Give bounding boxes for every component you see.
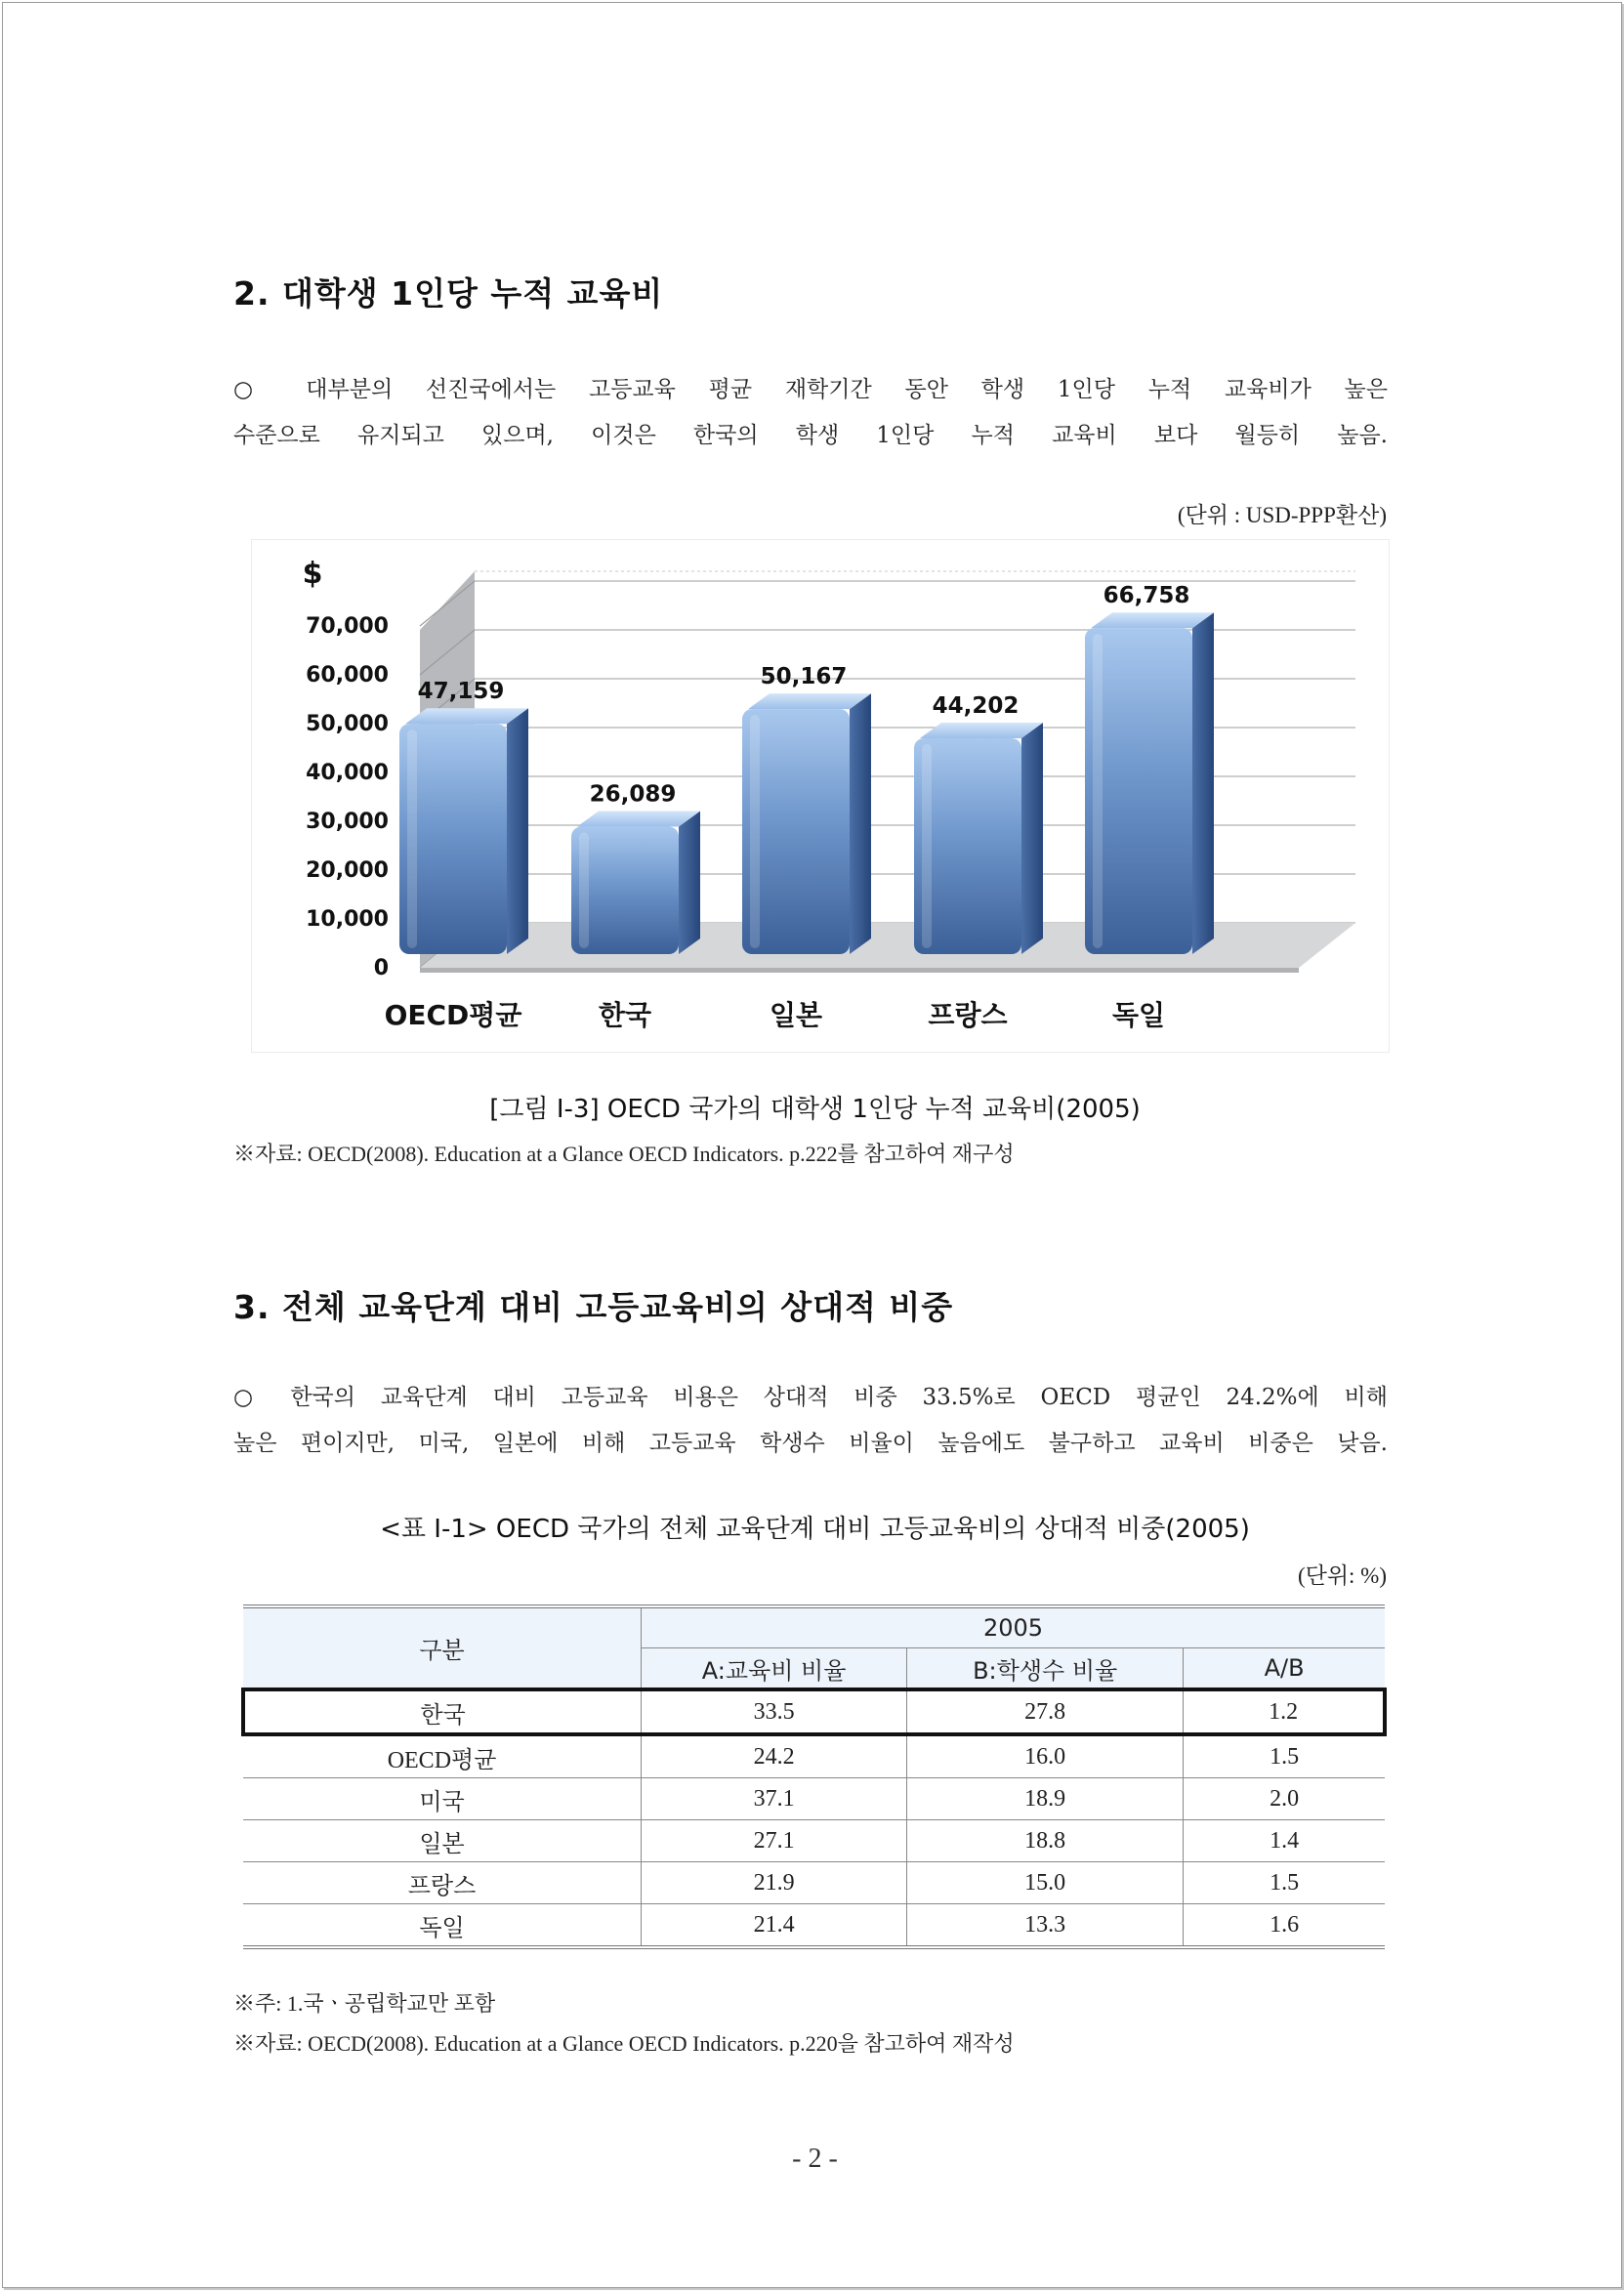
section-3-para-line-1: ○ 한국의 교육단계 대비 고등교육 비용은 상대적 비중 33.5%로 OECD 평균인 24.2%에 비해 bbox=[233, 1385, 1388, 1410]
table-cell: 1.5 bbox=[1184, 1862, 1385, 1904]
chart-value-label: 44,202 bbox=[932, 692, 1020, 719]
table-cell: 1.4 bbox=[1184, 1820, 1385, 1862]
table-row bbox=[243, 1734, 1385, 1778]
chart-unit-label: (단위 : USD-PPP환산) bbox=[1177, 503, 1387, 527]
table-cell: 1.6 bbox=[1184, 1904, 1385, 1948]
chart-category-label: 독일 bbox=[1111, 999, 1166, 1031]
chart-category-label: 일본 bbox=[769, 999, 823, 1031]
section-2-para-line-2: 수준으로 유지되고 있으며, 이것은 한국의 학생 1인당 누적 교육비 보다 월등히 높음. bbox=[233, 423, 1388, 448]
chart-category-label: 한국 bbox=[598, 999, 652, 1031]
table-row bbox=[243, 1862, 1385, 1904]
table-cell: OECD평균 bbox=[243, 1734, 642, 1778]
table-row bbox=[243, 1778, 1385, 1820]
table-cell: 미국 bbox=[243, 1778, 642, 1820]
table-cell: 18.9 bbox=[907, 1778, 1184, 1820]
table-cell: 1.5 bbox=[1184, 1734, 1385, 1778]
chart-bar bbox=[571, 812, 700, 954]
figure-source: ※자료: OECD(2008). Education at a Glance OECD Indicators. p.222를 참고하여 재구성 bbox=[233, 1142, 1015, 1166]
chart-value-label: 47,159 bbox=[417, 679, 505, 705]
chart-bar-highlight bbox=[922, 744, 932, 948]
chart-bar bbox=[914, 723, 1043, 954]
chart-value-label: 50,167 bbox=[760, 664, 848, 690]
chart-bar-top bbox=[1091, 612, 1214, 628]
chart-bar bbox=[742, 693, 871, 954]
chart-y-tick-label: 20,000 bbox=[306, 858, 389, 883]
table-row bbox=[243, 1820, 1385, 1862]
page-number: - 2 - bbox=[792, 2144, 838, 2174]
table-cell: 2.0 bbox=[1184, 1778, 1385, 1820]
table-cell: 21.9 bbox=[642, 1862, 907, 1904]
table-cell: 24.2 bbox=[642, 1734, 907, 1778]
chart-y-tick-label: 60,000 bbox=[306, 663, 389, 688]
chart-bar-top bbox=[577, 812, 700, 827]
chart-value-label: 66,758 bbox=[1103, 583, 1190, 609]
table-header-cell: A:교육비 비율 bbox=[642, 1648, 907, 1690]
document-page bbox=[2, 2, 1622, 2288]
chart-bar-top bbox=[405, 708, 528, 724]
table-cell: 21.4 bbox=[642, 1904, 907, 1948]
section-2-paragraph bbox=[233, 367, 1388, 459]
table-header-category: 구분 bbox=[243, 1606, 642, 1689]
chart-y-tick-label: 40,000 bbox=[306, 761, 389, 785]
chart-y-unit-label: $ bbox=[302, 557, 323, 591]
bar-chart bbox=[251, 539, 1390, 1053]
chart-bar bbox=[399, 708, 528, 954]
table-cell: 37.1 bbox=[642, 1778, 907, 1820]
table-cell: 27.1 bbox=[642, 1820, 907, 1862]
chart-y-tick-label: 70,000 bbox=[306, 614, 389, 639]
table-header-cell: B:학생수 비율 bbox=[907, 1648, 1184, 1690]
chart-bar-side bbox=[1192, 612, 1214, 954]
chart-value-label: 26,089 bbox=[589, 781, 677, 808]
chart-y-tick-label: 0 bbox=[373, 956, 389, 980]
chart-bar-side bbox=[850, 693, 871, 954]
table-cell: 독일 bbox=[243, 1904, 642, 1948]
data-table bbox=[241, 1604, 1387, 1949]
chart-bar-side bbox=[507, 708, 528, 954]
table-header-cell: A/B bbox=[1184, 1648, 1385, 1690]
table-cell: 33.5 bbox=[642, 1689, 907, 1734]
table-note: ※주: 1.국ㆍ공립학교만 포함 bbox=[233, 1991, 496, 2016]
section-3-heading: 3. 전체 교육단계 대비 고등교육비의 상대적 비중 bbox=[233, 1288, 954, 1326]
chart-y-tick-label: 30,000 bbox=[306, 810, 389, 834]
chart-floor-edge bbox=[420, 968, 1299, 973]
chart-y-tick-label: 10,000 bbox=[306, 907, 389, 932]
table-cell: 18.8 bbox=[907, 1820, 1184, 1862]
chart-bar bbox=[1085, 612, 1214, 954]
chart-bar-highlight bbox=[1093, 634, 1103, 948]
chart-bar-side bbox=[1021, 723, 1043, 954]
table-cell: 1.2 bbox=[1184, 1689, 1385, 1734]
table-source: ※자료: OECD(2008). Education at a Glance OECD Indicators. p.220을 참고하여 재작성 bbox=[233, 2031, 1015, 2056]
table-row bbox=[243, 1904, 1385, 1948]
table-cell: 일본 bbox=[243, 1820, 642, 1862]
table-cell: 15.0 bbox=[907, 1862, 1184, 1904]
table-caption: <표 Ⅰ-1> OECD 국가의 전체 교육단계 대비 고등교육비의 상대적 비중(2005) bbox=[380, 1515, 1250, 1544]
table-cell: 16.0 bbox=[907, 1734, 1184, 1778]
section-2-heading: 2. 대학생 1인당 누적 교육비 bbox=[233, 274, 664, 313]
chart-y-tick-label: 50,000 bbox=[306, 712, 389, 736]
table-cell: 27.8 bbox=[907, 1689, 1184, 1734]
section-3-paragraph bbox=[233, 1375, 1388, 1467]
bar-chart-svg bbox=[252, 540, 1389, 1052]
chart-bar-top bbox=[748, 693, 871, 709]
table-row-highlighted bbox=[243, 1689, 1385, 1734]
chart-category-label: OECD평균 bbox=[384, 999, 522, 1031]
section-3-para-line-2: 높은 편이지만, 미국, 일본에 비해 고등교육 학생수 비율이 높음에도 불구하고 교육비 비중은 낮음. bbox=[233, 1431, 1388, 1456]
table-header-year: 2005 bbox=[642, 1606, 1385, 1648]
chart-bar-highlight bbox=[579, 833, 589, 948]
chart-floor bbox=[420, 923, 1355, 968]
table-unit-label: (단위: %) bbox=[1297, 1563, 1387, 1588]
figure-caption: [그림 Ⅰ-3] OECD 국가의 대학생 1인당 누적 교육비(2005) bbox=[489, 1095, 1141, 1124]
section-2-para-line-1: ○ 대부분의 선진국에서는 고등교육 평균 재학기간 동안 학생 1인당 누적 교육비가 높은 bbox=[233, 377, 1388, 402]
chart-category-label: 프랑스 bbox=[928, 999, 1008, 1031]
chart-bar-top bbox=[920, 723, 1043, 738]
table-cell: 프랑스 bbox=[243, 1862, 642, 1904]
table-cell: 13.3 bbox=[907, 1904, 1184, 1948]
table-cell: 한국 bbox=[243, 1689, 642, 1734]
chart-bar-side bbox=[679, 812, 700, 954]
chart-bar-highlight bbox=[750, 715, 760, 948]
chart-bar-highlight bbox=[407, 729, 417, 948]
